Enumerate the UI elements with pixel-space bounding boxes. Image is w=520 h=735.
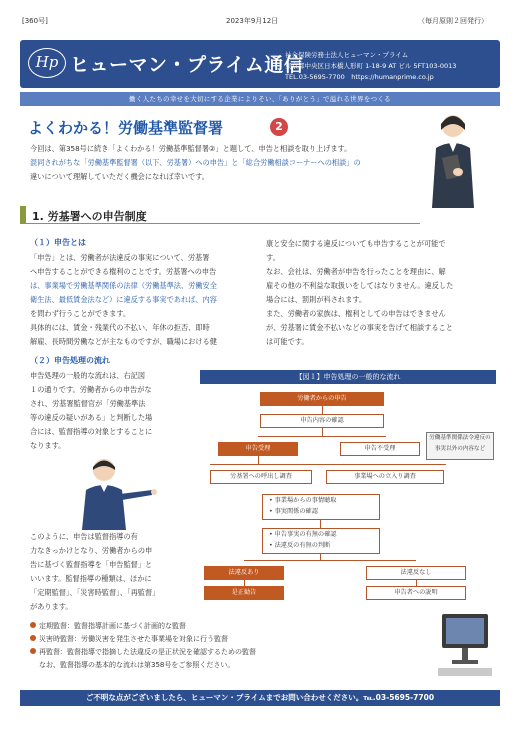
text-line: 「申告」とは、労働者が法違反の事実について、労基署 bbox=[30, 253, 210, 262]
flow-check: 申告内容の確認 bbox=[260, 414, 384, 428]
flow-connector bbox=[322, 428, 323, 436]
flow-connector bbox=[320, 520, 321, 528]
section-title: 1. 労基署への申告制度 bbox=[32, 210, 147, 223]
staff-illustration bbox=[418, 108, 488, 208]
flow-not-accepted: 申告不受理 bbox=[340, 442, 420, 456]
text-line: 告に基づく監督指導を「申告監督」と bbox=[30, 560, 153, 569]
text-line: また、労働者の家族は、権利としての申告はできません bbox=[266, 309, 446, 318]
issue-date: 2023年9月12日 bbox=[226, 17, 279, 25]
text-line: なります。 bbox=[30, 441, 66, 450]
text-line: なお、会社は、労働者が申告を行ったことを理由に、解 bbox=[266, 267, 446, 276]
flow-no-violation: 法違反なし bbox=[366, 566, 466, 580]
article-title-number: 2 bbox=[270, 118, 288, 136]
list-item: 災害時監督：労働災害を発生させた事業場を対象に行う監督 bbox=[30, 633, 430, 646]
flow-figure bbox=[200, 370, 496, 610]
text-line: は可能です。 bbox=[266, 337, 309, 346]
flow-item: • 法違反の有無の判断 bbox=[269, 542, 331, 549]
article-title: よくわかる！労働基準監督署 bbox=[28, 119, 224, 137]
flow-connector bbox=[210, 464, 446, 465]
flow-from-worker: 労働者からの申告 bbox=[260, 392, 384, 406]
text-line: 雇その他の不利益な取扱いをしてはなりません。違反した bbox=[266, 281, 454, 290]
brand-logo: Hp bbox=[28, 48, 66, 78]
text-line: 衛生法、最低賃金法など）に違反する事実であれば、内容 bbox=[30, 295, 217, 304]
text-line: 具体的には、賃金・残業代の不払い、年休の拒否、即時 bbox=[30, 323, 210, 332]
contact-footer: ご不明な点がございましたら、ヒューマン・プライムまでお問い合わせください。℡.03-5695-7700 bbox=[20, 690, 500, 706]
subsection-title: （１）申告とは bbox=[30, 238, 86, 247]
text-line: このように、申告は監督指導の有 bbox=[30, 532, 138, 541]
text-line: を問わず行うことができます。 bbox=[30, 309, 131, 318]
pointing-person-illustration bbox=[74, 450, 164, 530]
flow-correction: 是正勧告 bbox=[204, 586, 284, 600]
text-line: が、労基署に賃金不払いなどの事実を告げて相談すること bbox=[266, 323, 453, 332]
intro-line: 混同されがちな「労働基準監督署（以下、労基署）への申告」と「総合労働相談コーナーへの相談」の bbox=[30, 158, 361, 167]
tagline: 働く人たちの幸せを大切にする企業によりそい、「ありがとう」で溢れる世界をつくる bbox=[20, 92, 500, 106]
corp-name: 社会保険労務士法人ヒューマン・プライム bbox=[285, 51, 409, 59]
text-line: す。 bbox=[266, 253, 280, 262]
text-line: 力なきっかけとなり、労働者からの申 bbox=[30, 546, 153, 555]
bullet-icon bbox=[30, 648, 36, 654]
list-item: 定期監督：監督指導計画に基づく計画的な監督 bbox=[30, 620, 430, 633]
text-line: があります。 bbox=[30, 602, 73, 611]
flow-visit: 事業場への立入り調査 bbox=[326, 470, 444, 484]
flow-connector bbox=[258, 456, 259, 464]
text-line: へ申告することができる権利のことです。労基署への申告 bbox=[30, 267, 217, 276]
text-line: 等の違反の疑いがある」と判断した場 bbox=[30, 413, 153, 422]
supervision-types-list bbox=[30, 620, 430, 672]
text-line: いいます。監督指導の種類は、ほかに bbox=[30, 574, 152, 583]
intro-line: 今回は、第358号に続き「よくわかる！労働基準監督署②」と題して、申告と相談を取り上げます。 bbox=[30, 144, 352, 153]
sub1-left-column bbox=[30, 251, 256, 349]
text-line: 解雇、長時間労働などが主なものですが、職場における健 bbox=[30, 337, 217, 346]
issue-frequency: （毎月原則２回発行） bbox=[418, 17, 488, 25]
flow-summon: 労基署への呼出し調査 bbox=[210, 470, 312, 484]
sub1-right-column bbox=[266, 237, 496, 349]
flow-explain: 申告者への説明 bbox=[366, 586, 466, 600]
issue-number: [360号] bbox=[22, 17, 48, 25]
bullet-icon bbox=[30, 635, 36, 641]
intro-line: 違いについて理解していただく機会になれば幸いです。 bbox=[30, 172, 209, 181]
text-line: 合には、監督指導の対象とすることに bbox=[30, 427, 153, 436]
flow-connector bbox=[258, 436, 386, 437]
text-line: 場合には、罰則が科されます。 bbox=[266, 295, 367, 304]
flow-item: • 事業場からの事情聴取 bbox=[269, 497, 337, 504]
newsletter-name: ヒューマン・プライム通信 bbox=[70, 54, 304, 76]
flow-connector bbox=[244, 560, 416, 561]
text-line: １の通りです。労働者からの申告がな bbox=[30, 385, 152, 394]
list-item: 再監督：監督指導で指摘した法違反の是正状況を確認するための監督 bbox=[30, 646, 430, 659]
flow-accepted: 申告受理 bbox=[218, 442, 298, 456]
flow-not-accepted-note: 労働基準関係法令違反の事実以外の内容など bbox=[426, 432, 494, 460]
flow-item: • 事実関係の確認 bbox=[269, 508, 318, 515]
corp-contact: TEL.03-5695-7700 https://humanprime.co.jp bbox=[285, 73, 434, 81]
flow-connector bbox=[322, 406, 323, 414]
flow-item: • 申告事実の有無の確認 bbox=[269, 531, 337, 538]
text-line: され、労基署監督官が「労働基準法 bbox=[30, 399, 146, 408]
text-line: 申告処理の一般的な流れは、右記図 bbox=[30, 371, 146, 380]
flow-investigation bbox=[262, 494, 380, 520]
intro-paragraph bbox=[30, 142, 420, 184]
sub2-text-b bbox=[30, 530, 196, 614]
figure-title: 【図１】申告処理の一般的な流れ bbox=[200, 370, 496, 384]
flow-violation: 法違反あり bbox=[204, 566, 284, 580]
text-line: は、事業場で労働基準関係の法律（労働基準法、労働安全 bbox=[30, 281, 217, 290]
section-marker bbox=[20, 206, 26, 224]
closing-line: なお、監督指導の基本的な流れは第358号をご参照ください。 bbox=[39, 661, 235, 669]
flow-fact-check bbox=[262, 528, 380, 554]
sub2-text bbox=[30, 369, 196, 453]
text-line: 「定期監督」、「災害時監督」、「再監督」 bbox=[30, 588, 160, 597]
computer-illustration bbox=[438, 612, 494, 678]
corp-address: 東京都中央区日本橋人形町 1-18-9 AT ビル 5FT103-0013 bbox=[285, 62, 457, 70]
subsection-title: （２）申告処理の流れ bbox=[30, 356, 110, 365]
text-line: 康と安全に関する違反についても申告することが可能で bbox=[266, 239, 446, 248]
bullet-icon bbox=[30, 622, 36, 628]
